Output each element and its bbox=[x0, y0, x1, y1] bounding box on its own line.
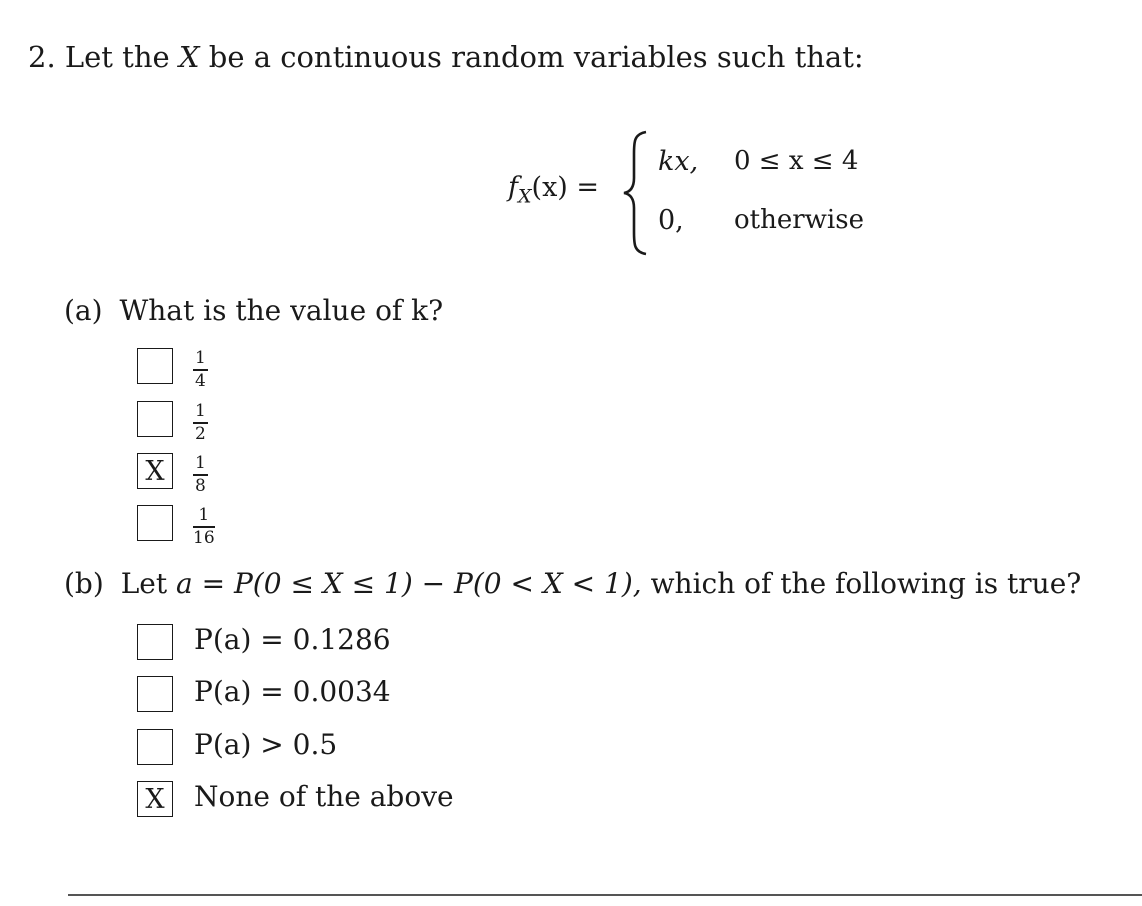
question-variable: X bbox=[178, 40, 200, 74]
fraction-denominator: 8 bbox=[195, 475, 206, 496]
fraction-denominator: 2 bbox=[195, 423, 206, 444]
part-b-heading bbox=[64, 567, 1081, 600]
part-b-label: (b) bbox=[64, 567, 104, 600]
part-b-question-tail: which of the following is true? bbox=[650, 567, 1082, 600]
checkbox-b-option-3[interactable] bbox=[137, 729, 173, 765]
part-b-question-lead: Let bbox=[120, 567, 168, 600]
checkbox-a-option-4[interactable] bbox=[137, 505, 173, 541]
checkbox-a-option-3[interactable]: X bbox=[137, 453, 173, 489]
checkbox-a-option-2[interactable] bbox=[137, 401, 173, 437]
formula-lhs bbox=[508, 172, 599, 207]
fraction-numerator: 1 bbox=[195, 453, 206, 473]
case1-expression: kx, bbox=[658, 146, 699, 177]
case1-condition: 0 ≤ x ≤ 4 bbox=[734, 146, 859, 176]
formula-subscript: X bbox=[518, 185, 532, 208]
fraction-numerator: 1 bbox=[195, 401, 206, 421]
fraction-numerator: 1 bbox=[195, 348, 206, 368]
checkbox-b-option-1[interactable] bbox=[137, 624, 173, 660]
fraction-denominator: 4 bbox=[195, 370, 206, 391]
fraction-numerator: 1 bbox=[198, 505, 210, 525]
piecewise-formula bbox=[508, 128, 928, 258]
b-option-3-text: P(a) > 0.5 bbox=[194, 728, 338, 761]
part-a-heading bbox=[64, 294, 443, 327]
fraction-a-option-3 bbox=[193, 455, 208, 495]
formula-function-name: f bbox=[508, 172, 518, 203]
checkbox-b-option-4[interactable]: X bbox=[137, 781, 173, 817]
part-a-question: What is the value of k? bbox=[119, 294, 444, 327]
b-option-4-text: None of the above bbox=[194, 780, 454, 813]
checkbox-b-option-2[interactable] bbox=[137, 676, 173, 712]
case2-condition: otherwise bbox=[734, 205, 864, 235]
part-b-question-expression: a = P(0 ≤ X ≤ 1) − P(0 < X < 1), bbox=[176, 567, 642, 600]
left-brace-icon bbox=[620, 128, 650, 258]
question-heading bbox=[28, 40, 864, 74]
checkbox-a-option-1[interactable] bbox=[137, 348, 173, 384]
case2-expression: 0, bbox=[658, 205, 684, 236]
fraction-a-option-1 bbox=[193, 350, 208, 390]
bottom-divider bbox=[68, 894, 1142, 896]
question-text-lead: Let the bbox=[64, 40, 170, 74]
fraction-a-option-2 bbox=[193, 403, 208, 443]
fraction-denominator: 16 bbox=[193, 527, 215, 548]
question-number: 2. bbox=[28, 40, 56, 74]
question-text-tail: be a continuous random variables such that: bbox=[208, 40, 864, 74]
b-option-1-text: P(a) = 0.1286 bbox=[194, 623, 391, 656]
formula-argument: (x) = bbox=[531, 172, 600, 203]
fraction-a-option-4 bbox=[193, 507, 215, 547]
part-a-label: (a) bbox=[64, 294, 103, 327]
b-option-2-text: P(a) = 0.0034 bbox=[194, 675, 391, 708]
